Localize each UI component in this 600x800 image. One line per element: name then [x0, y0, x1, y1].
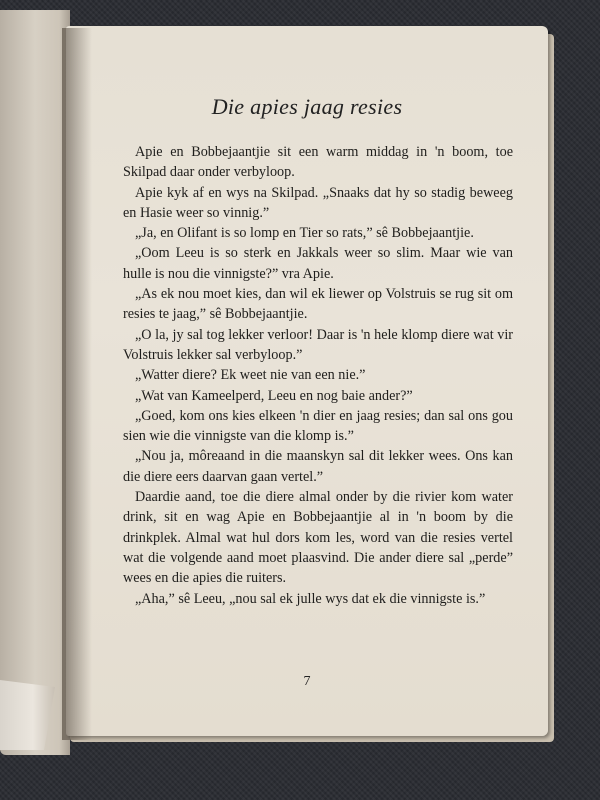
paragraph: „Wat van Kameelperd, Leeu en nog baie ander?” — [135, 387, 413, 404]
paragraph: „Aha,” sê Leeu, „nou sal ek julle wys dat ek die vinnigste is.” — [135, 590, 486, 607]
paragraph: Apie en Bobbejaantjie sit een warm middag in 'n boom, toe Skilpad daar onder verbyloop. — [123, 144, 513, 181]
paragraph: „Nou ja, môreaand in die maanskyn sal dit lekker wees. Ons kan die diere eers daarvan gaan vertel.” — [123, 448, 513, 485]
chapter-title: Die apies jaag resies — [211, 94, 403, 119]
book-gutter-shadow — [62, 28, 92, 740]
paragraph: Daardie aand, toe die diere almal onder by die rivier kom water drink, sit en wag Apie en Bobbejaantjie al in 'n boom by die drinkplek. Almal wat hul dors kom les, word van die resies vertel wat die volgende aand moet plaasvind. Die ander diere sal „perde” wees en die apies die ruiters. — [123, 489, 513, 587]
paragraph: Apie kyk af en wys na Skilpad. „Snaaks dat hy so stadig beweeg en Hasie weer so vinnig.” — [123, 184, 513, 221]
paragraph: „Oom Leeu is so sterk en Jakkals weer so slim. Maar wie van hulle is nou die vinnigste?” vra Apie. — [123, 245, 513, 282]
paragraph: „As ek nou moet kies, dan wil ek liewer op Volstruis se rug sit om resies te jaag,” sê Bobbejaantjie. — [123, 286, 513, 323]
page-number: 7 — [303, 674, 311, 689]
paragraph: „Ja, en Olifant is so lomp en Tier so rats,” sê Bobbejaantjie. — [135, 225, 474, 242]
book-page — [66, 26, 548, 736]
body-text — [123, 142, 513, 609]
paragraph: „Watter diere? Ek weet nie van een nie.” — [135, 367, 366, 384]
left-page-edge — [0, 10, 70, 755]
paragraph: „Goed, kom ons kies elkeen 'n dier en jaag resies; dan sal ons gou sien wie die vinnigste van die klomp is.” — [123, 407, 513, 445]
paragraph: „O la, jy sal tog lekker verloor! Daar is 'n hele klomp diere wat vir Volstruis lekker sal verbyloop.” — [123, 326, 513, 363]
